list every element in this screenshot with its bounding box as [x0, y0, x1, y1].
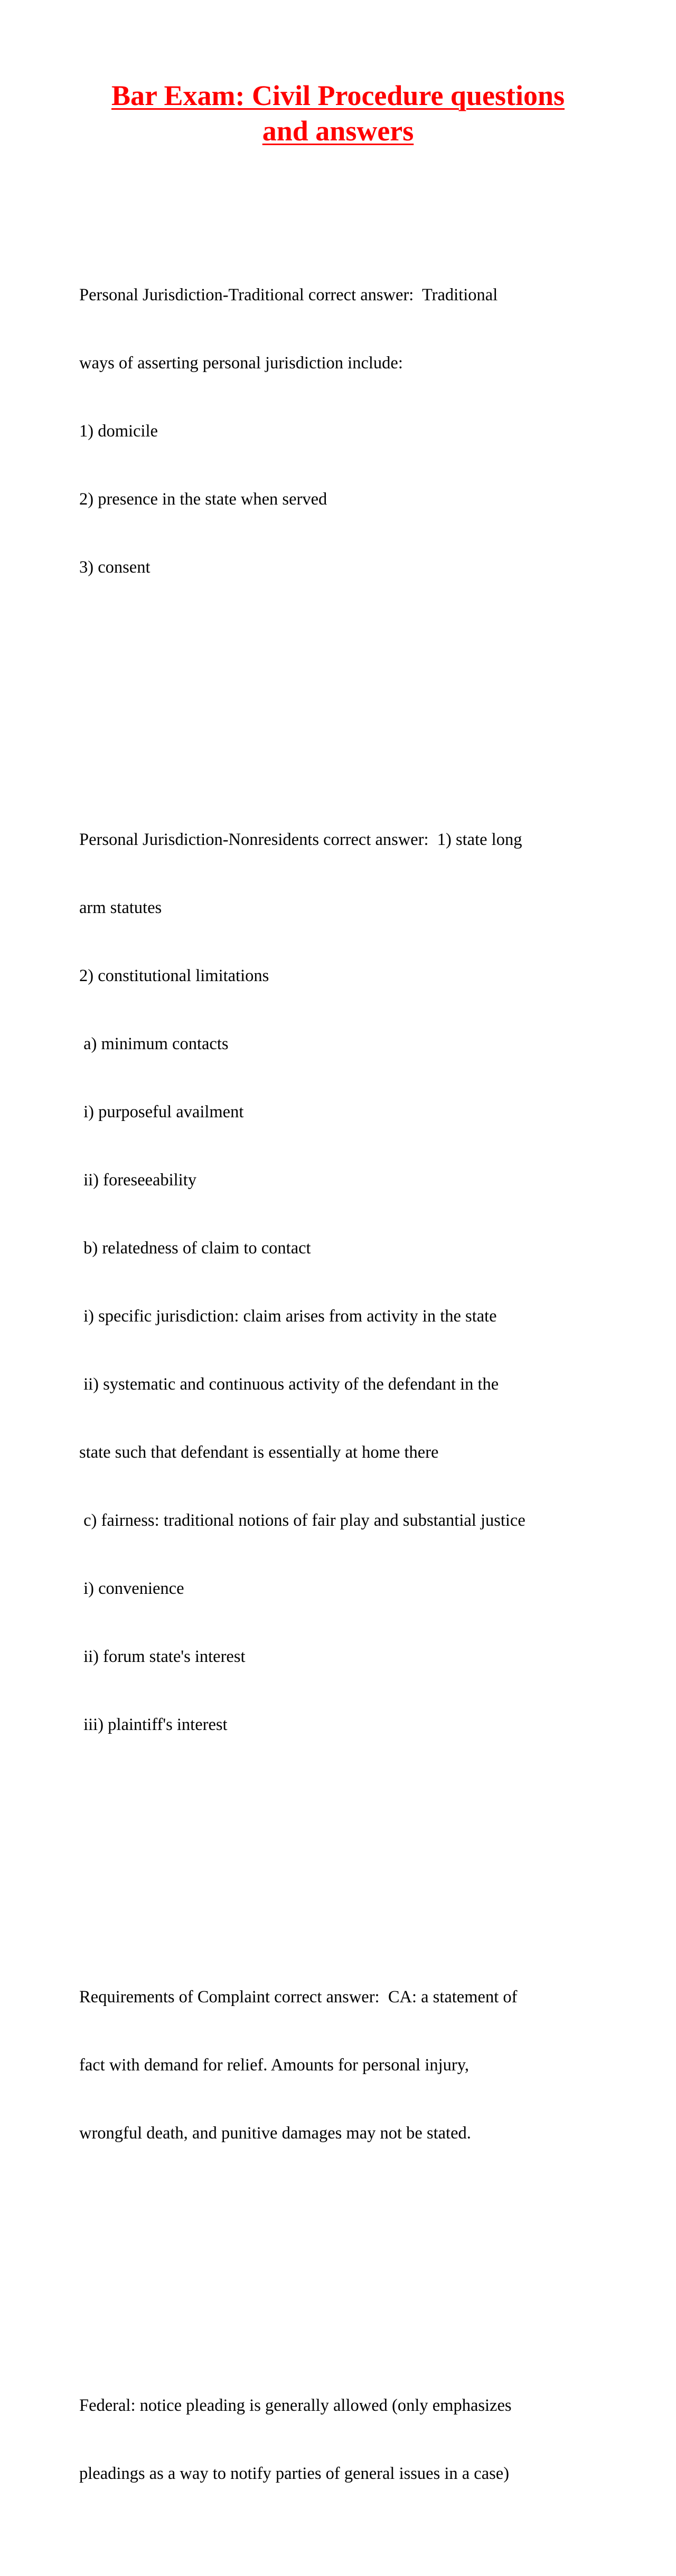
list-item: 3) consent	[79, 558, 151, 577]
text-line: Personal Jurisdiction-Nonresidents correct answer: 1) state long	[79, 830, 522, 849]
list-item: b) relatedness of claim to contact	[79, 1239, 311, 1258]
list-item: c) fairness: traditional notions of fair play and substantial justice	[79, 1511, 525, 1530]
list-item: 2) constitutional limitations	[79, 966, 269, 985]
qa-block-federal-pleading	[79, 2349, 607, 2531]
paragraph-spacer	[79, 2236, 607, 2258]
paragraph-spacer	[79, 670, 607, 692]
text-line: ways of asserting personal jurisdiction include:	[79, 354, 403, 373]
title-line-1: Bar Exam: Civil Procedure questions	[111, 80, 565, 111]
paragraph-spacer	[79, 1827, 607, 1850]
qa-block-personal-jurisdiction-traditional	[79, 239, 607, 624]
document-title	[74, 78, 602, 149]
text-line: fact with demand for relief. Amounts for personal injury,	[79, 2056, 469, 2075]
list-item: ii) systematic and continuous activity of the defendant in the	[79, 1375, 499, 1394]
qa-block-personal-jurisdiction-nonresidents	[79, 783, 607, 1782]
text-line: Requirements of Complaint correct answer: CA: a statement of	[79, 1988, 518, 2007]
list-item: a) minimum contacts	[79, 1034, 229, 1053]
text-line: arm statutes	[79, 898, 162, 917]
text-line: state such that defendant is essentially at home there	[79, 1443, 439, 1462]
text-line: pleadings as a way to notify parties of general issues in a case)	[79, 2464, 510, 2483]
qa-block-requirements-of-complaint	[79, 1941, 607, 2190]
text-line: Personal Jurisdiction-Traditional correct answer: Traditional	[79, 286, 498, 305]
list-item: ii) foreseeability	[79, 1171, 196, 1190]
list-item: i) convenience	[79, 1579, 184, 1598]
text-line: Federal: notice pleading is generally allowed (only emphasizes	[79, 2396, 512, 2415]
list-item: i) specific jurisdiction: claim arises from activity in the state	[79, 1307, 497, 1326]
list-item: i) purposeful availment	[79, 1102, 244, 1121]
list-item: ii) forum state's interest	[79, 1647, 246, 1666]
text-line: wrongful death, and punitive damages may not be stated.	[79, 2124, 471, 2143]
title-line-2: and answers	[262, 115, 414, 147]
list-item: iii) plaintiff's interest	[79, 1715, 228, 1734]
document-body	[79, 170, 607, 2576]
list-item: 2) presence in the state when served	[79, 490, 327, 509]
list-item: 1) domicile	[79, 422, 158, 441]
